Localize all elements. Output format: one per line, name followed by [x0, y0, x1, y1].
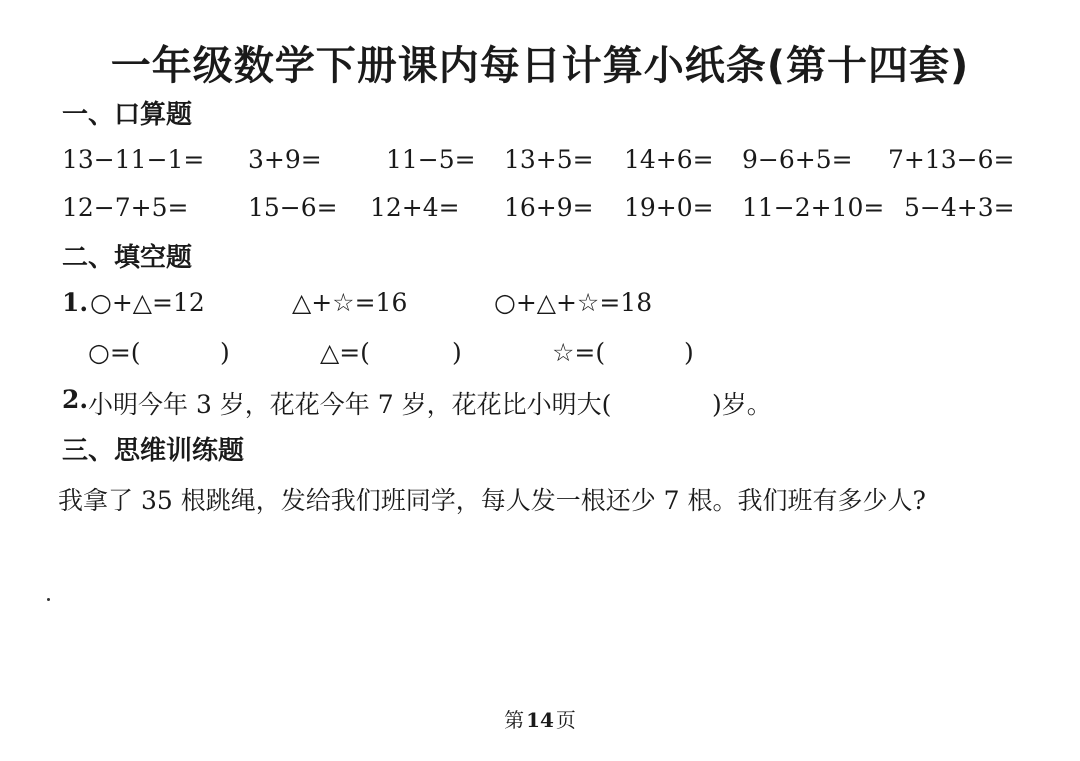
problem: 16+9=: [504, 193, 594, 222]
mental-math-row-2: [0, 193, 1080, 227]
answer-blank-close: ): [684, 338, 694, 367]
fill-blank-question-1: [0, 288, 1080, 322]
footer-suffix: 页: [555, 708, 576, 732]
problem: 5−4+3=: [904, 193, 1015, 222]
problem: 19+0=: [624, 193, 714, 222]
problem: 14+6=: [624, 145, 714, 174]
question-number: 1.: [62, 288, 89, 317]
section-heading-fill-blank: 二、填空题: [62, 243, 193, 273]
fill-blank-question-2: [0, 385, 1080, 419]
page-footer: [0, 704, 1080, 733]
equation: △+☆=16: [292, 288, 408, 317]
question-text: 小明今年 3 岁，花花今年 7 岁，花花比小明大(: [88, 390, 612, 419]
page-number: 14: [526, 708, 554, 732]
problem: 15−6=: [248, 193, 338, 222]
answer-blank-circle[interactable]: ○=(: [88, 338, 141, 367]
question-text: 我拿了 35 根跳绳，发给我们班同学，每人发一根还少 7 根。我们班有多少人?: [58, 486, 926, 515]
problem: 12−7+5=: [62, 193, 189, 222]
mental-math-row-1: [0, 145, 1080, 179]
section-heading-thinking: 三、思维训练题: [62, 436, 245, 466]
problem: 13+5=: [504, 145, 594, 174]
thinking-question: [0, 481, 1080, 515]
scan-speck: [47, 598, 50, 601]
footer-prefix: 第: [504, 708, 525, 732]
problem: 11−2+10=: [742, 193, 885, 222]
answer-blank-close: ): [220, 338, 230, 367]
section-heading-mental-math: 一、口算题: [62, 100, 193, 130]
problem: 3+9=: [248, 145, 322, 174]
question-text-suffix: )岁。: [712, 390, 772, 419]
equation: ○+△=12: [90, 288, 205, 317]
problem: 7+13−6=: [888, 145, 1015, 174]
equation: ○+△+☆=18: [494, 288, 653, 317]
fill-blank-answers-1: [0, 338, 1080, 372]
problem: 9−6+5=: [742, 145, 853, 174]
problem: 12+4=: [370, 193, 460, 222]
page-title: 一年级数学下册课内每日计算小纸条(第十四套): [110, 43, 970, 89]
question-number: 2.: [62, 385, 89, 414]
answer-blank-triangle[interactable]: △=(: [320, 338, 370, 367]
answer-blank-star[interactable]: ☆=(: [552, 338, 606, 367]
problem: 11−5=: [386, 145, 476, 174]
answer-blank-close: ): [452, 338, 462, 367]
problem: 13−11−1=: [62, 145, 205, 174]
